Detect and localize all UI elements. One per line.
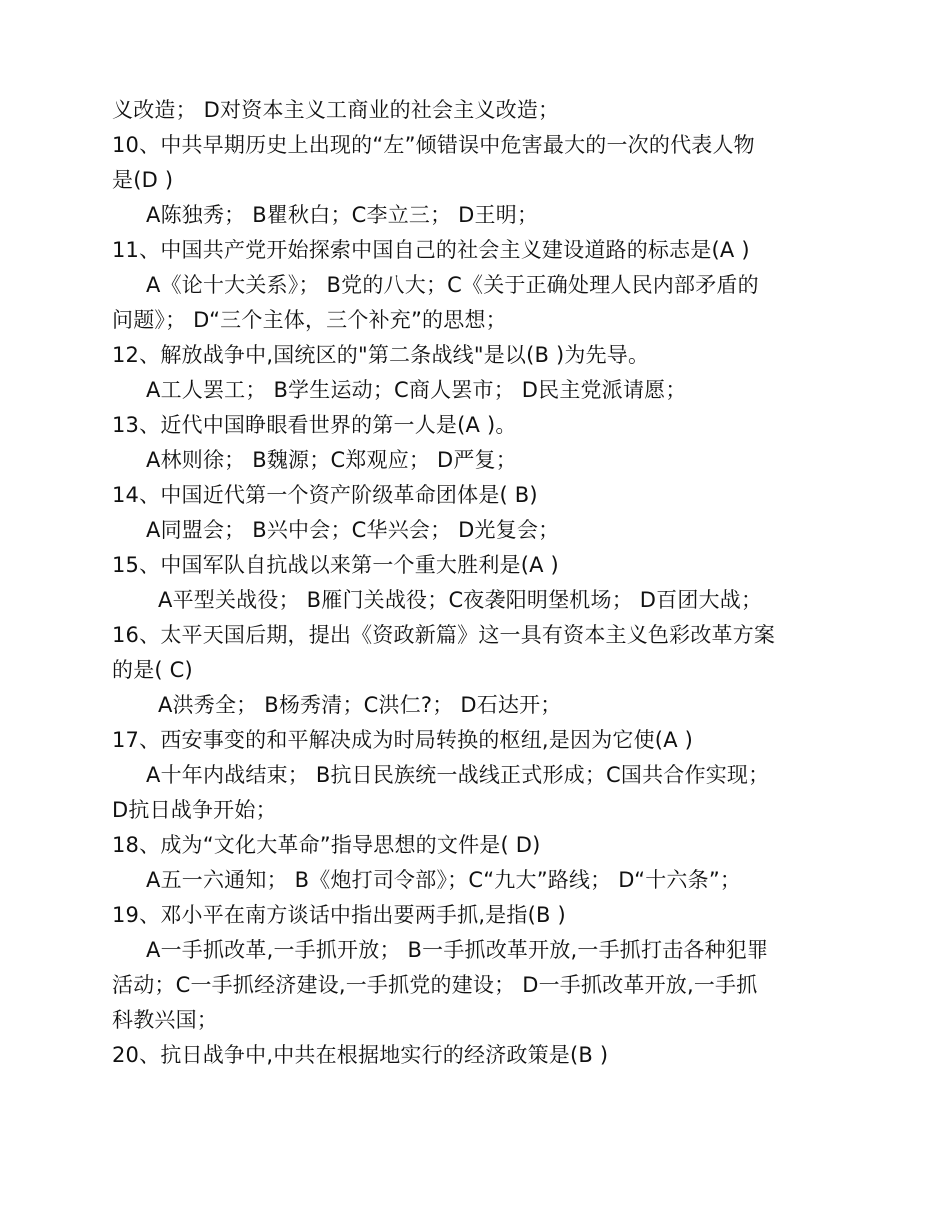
options-14: A同盟会； B兴中会；C华兴会； D光复会； [146,518,560,542]
question-10: 10、中共早期历史上出现的“左”倾错误中危害最大的一次的代表人物 [112,133,755,157]
question-19: 19、邓小平在南方谈话中指出要两手抓,是指(B ) [112,903,566,927]
options-15: A平型关战役； B雁门关战役；C夜袭阳明堡机场； D百团大战； [158,588,763,612]
options-11-cont: 问题》； D“三个主体，三个补充”的思想； [112,308,507,332]
text-line-1: 义改造； D对资本主义工商业的社会主义改造； [112,98,560,122]
question-16: 16、太平天国后期，提出《资政新篇》这一具有资本主义色彩改革方案 [112,623,776,647]
question-11: 11、中国共产党开始探索中国自己的社会主义建设道路的标志是(A ) [112,238,750,262]
options-12: A工人罢工； B学生运动；C商人罢市； D民主党派请愿； [146,378,687,402]
options-11: A《论十大关系》； B党的八大；C《关于正确处理人民内部矛盾的 [146,273,759,297]
question-16-cont: 的是( C) [112,658,193,682]
options-19-cont: 活动；C一手抓经济建设,一手抓党的建设； D一手抓改革开放,一手抓 [112,973,758,997]
question-13: 13、近代中国睁眼看世界的第一人是(A )。 [112,413,517,437]
options-17-cont: D抗日战争开始； [112,798,277,822]
question-20: 20、抗日战争中,中共在根据地实行的经济政策是(B ) [112,1043,609,1067]
question-12: 12、解放战争中,国统区的"第二条战线"是以(B )为先导。 [112,343,650,367]
question-17: 17、西安事变的和平解决成为时局转换的枢纽,是因为它使(A ) [112,728,694,752]
question-10-cont: 是(D ) [112,168,174,192]
options-10: A陈独秀； B瞿秋白；C李立三； D王明； [146,203,539,227]
options-16: A洪秀全； B杨秀清；C洪仁?； D石达开； [158,693,562,717]
options-13: A林则徐； B魏源；C郑观应； D严复； [146,448,517,472]
options-19-cont2: 科教兴国； [112,1008,218,1032]
options-17: A十年内战结束； B抗日民族统一战线正式形成；C国共合作实现； [146,763,770,787]
question-14: 14、中国近代第一个资产阶级革命团体是( B) [112,483,538,507]
options-18: A五一六通知； B《炮打司令部》；C“九大”路线； D“十六条”； [146,868,742,892]
question-15: 15、中国军队自抗战以来第一个重大胜利是(A ) [112,553,559,577]
options-19: A一手抓改革,一手抓开放； B一手抓改革开放,一手抓打击各种犯罪 [146,938,769,962]
question-18: 18、成为“文化大革命”指导思想的文件是( D) [112,833,541,857]
